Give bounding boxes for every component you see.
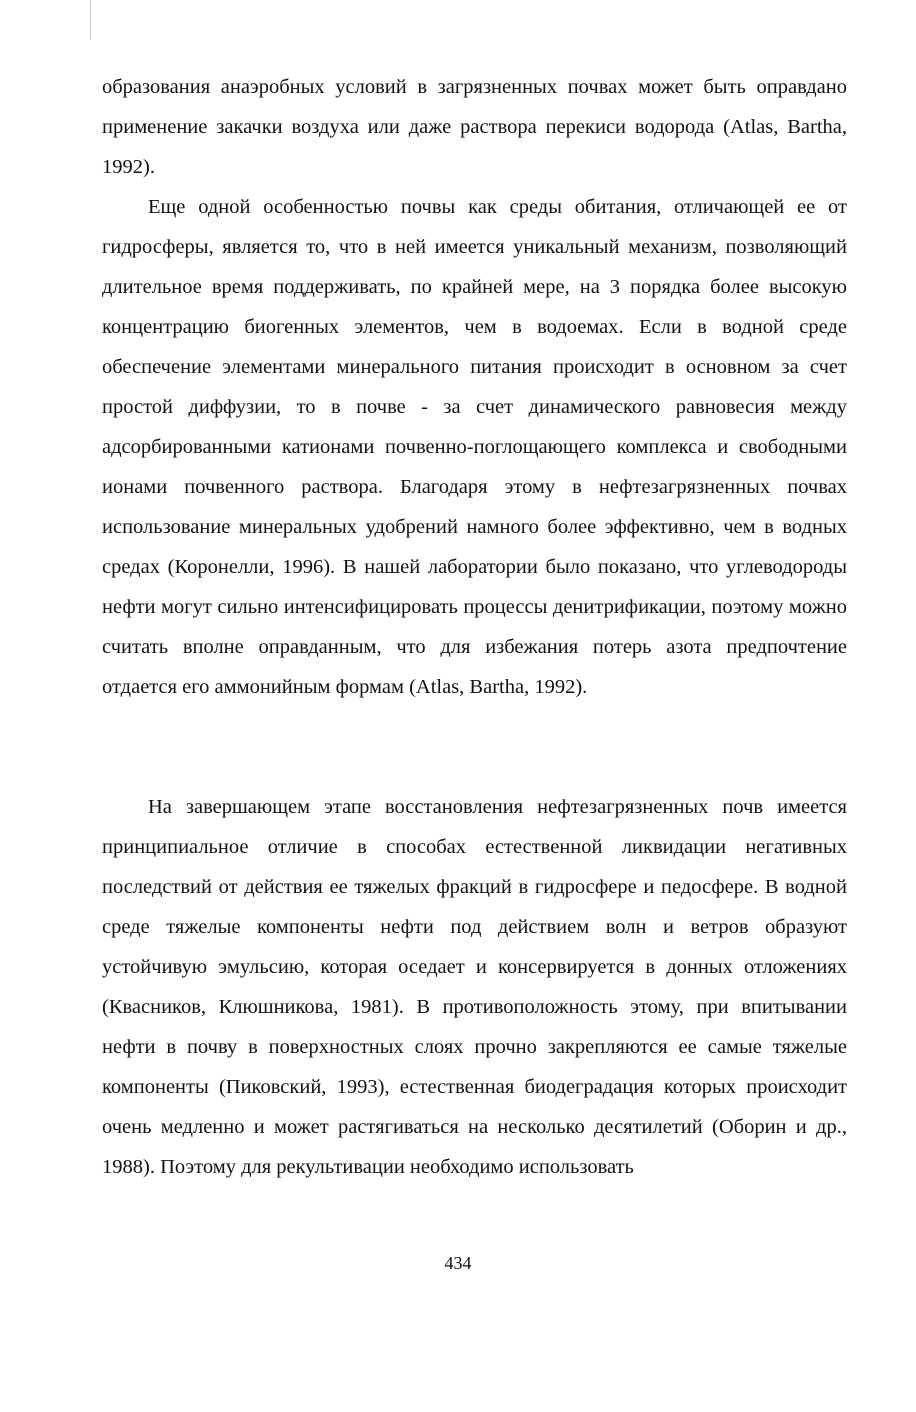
page-number: 434 bbox=[444, 1253, 472, 1273]
paragraph-soil-habitat: Еще одной особенностью почвы как среды обитания, отличающей ее от гидросферы, является то, что в ней имеется уникальный механизм, позволяющий длительное время поддерживать, по крайней мере, на 3 порядка более высокую концентрацию биогенных элементов, чем в водоемах. Если в водной среде обеспечение элементами минерального питания происходит в основном за счет простой диффузии, то в почве - за счет динамического равновесия между адсорбированными катионами почвенно-поглощающего комплекса и свободными ионами почвенного раствора. Благодаря этому в нефтезагрязненных почвах использование минеральных удобрений намного более эффективно, чем в водных средах (Коронелли, 1996). В нашей лаборатории было показано, что углеводороды нефти могут сильно интенсифицировать процессы денитрификации, поэтому можно считать вполне оправданным, что для избежания потерь азота предпочтение отдается его аммонийным формам (Atlas, Bartha, 1992). bbox=[102, 196, 847, 698]
scan-edge-mark bbox=[90, 0, 91, 40]
paragraph-continuation: образования анаэробных условий в загрязненных почвах может быть оправдано применение закачки воздуха или даже раствора перекиси водорода (Atlas, Bartha, 1992). bbox=[102, 76, 847, 178]
paragraph-restoration-stage: На завершающем этапе восстановления нефтезагрязненных почв имеется принципиальное отличие в способах естественной ликвидации негативных последствий от действия ее тяжелых фракций в гидросфере и педосфере. В водной среде тяжелые компоненты нефти под действием волн и ветров образуют устойчивую эмульсию, которая оседает и консервируется в донных отложениях (Квасников, Клюшникова, 1981). В противоположность этому, при впитывании нефти в почву в поверхностных слоях прочно закрепляются ее самые тяжелые компоненты (Пиковский, 1993), естественная биодеградация которых происходит очень медленно и может растягиваться на несколько десятилетий (Оборин и др., 1988). Поэтому для рекультивации необходимо использовать bbox=[102, 796, 847, 1178]
